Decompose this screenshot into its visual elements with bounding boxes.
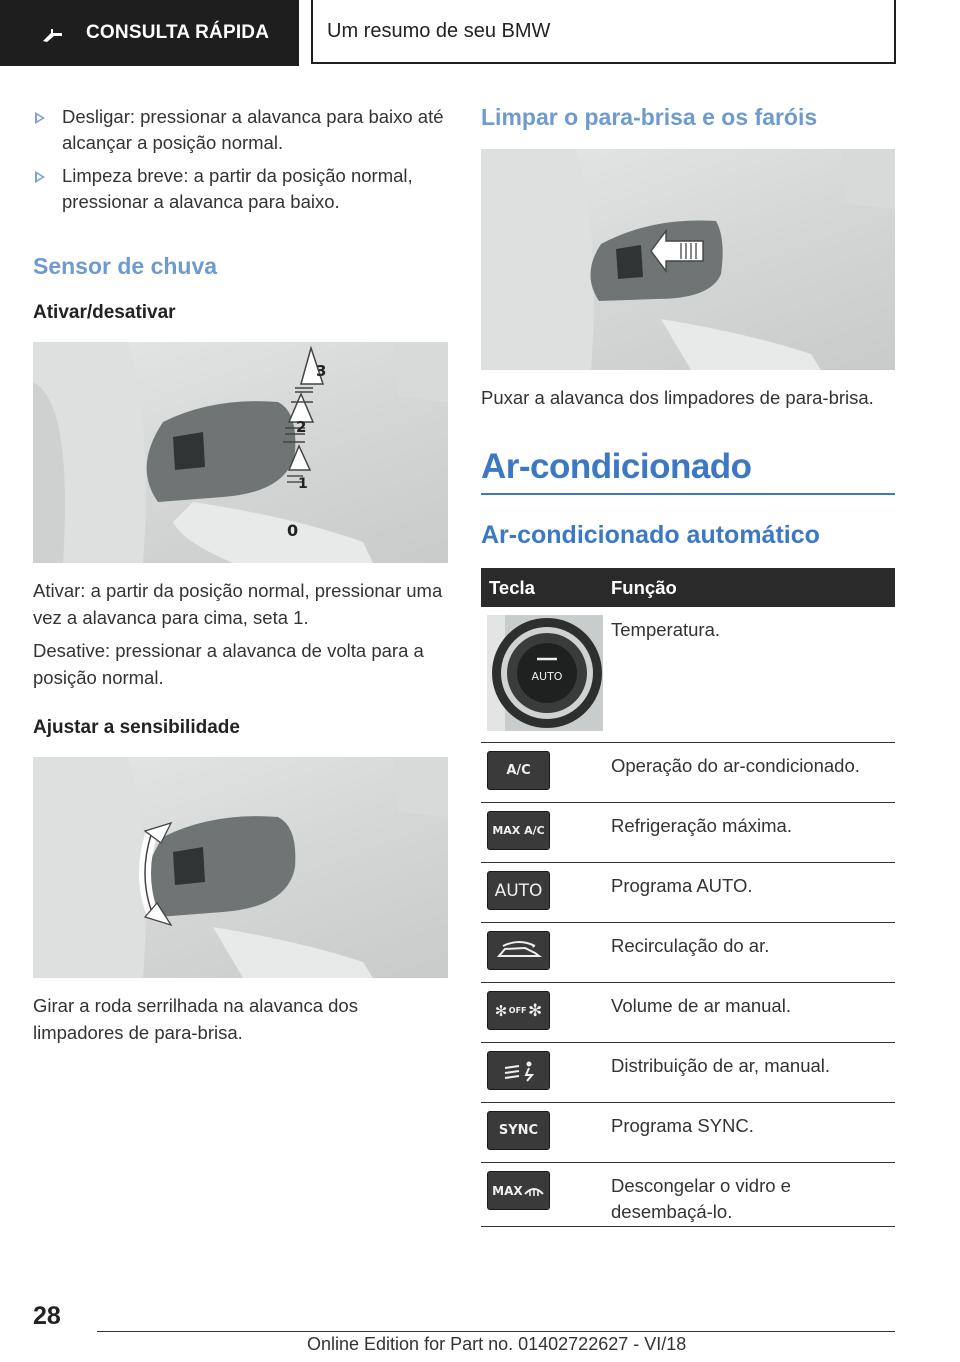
hand-pointer-icon xyxy=(42,27,64,43)
table-row xyxy=(481,803,895,863)
table-row xyxy=(481,923,895,983)
table-row xyxy=(481,743,895,803)
right-column xyxy=(481,100,895,1227)
off-label: OFF xyxy=(508,1006,527,1015)
key-cell xyxy=(481,607,611,742)
fan-icon: ✻ xyxy=(527,1000,543,1021)
function-cell: Programa AUTO. xyxy=(611,875,753,896)
deactivate-text: Desative: pressionar a alavanca de volta para a posição normal. xyxy=(33,640,424,688)
table-row xyxy=(481,863,895,923)
auto-button[interactable]: AUTO xyxy=(487,871,550,910)
footer-rule xyxy=(97,1331,895,1332)
windshield-defrost-icon xyxy=(523,1182,545,1200)
ac-button[interactable]: A/C xyxy=(487,751,550,790)
function-cell: Descongelar o vidro e desembaçá-lo. xyxy=(611,1175,791,1222)
recirculation-button[interactable] xyxy=(487,931,550,970)
figure-label: 3 xyxy=(316,362,327,380)
list-item xyxy=(33,163,448,215)
air-distribution-icon xyxy=(499,1059,539,1083)
fan-icon: ✻ xyxy=(494,1001,508,1020)
table-row xyxy=(481,607,895,743)
ac-controls-table xyxy=(481,568,895,1227)
header-title: Um resumo de seu BMW xyxy=(311,0,896,64)
recirculation-car-icon xyxy=(495,940,543,962)
function-cell: Distribuição de ar, manual. xyxy=(611,1055,831,1076)
max-ac-button[interactable]: MAX A/C xyxy=(487,811,550,850)
triangle-bullet-icon xyxy=(35,171,45,183)
function-cell: Operação do ar-condicionado. xyxy=(611,755,860,776)
figure-label: 2 xyxy=(296,418,307,436)
col-header-function: Função xyxy=(611,576,677,598)
section-label: CONSULTA RÁPIDA xyxy=(86,22,270,43)
wiper-lever-figure xyxy=(33,342,448,563)
knob-label: AUTO xyxy=(531,670,563,683)
sensitivity-text: Girar a roda serrilhada na alavanca dos limpadores de para-brisa. xyxy=(33,995,358,1043)
function-cell: Temperatura. xyxy=(611,619,720,640)
triangle-bullet-icon xyxy=(35,112,45,124)
table-header xyxy=(481,568,895,607)
function-cell: Programa SYNC. xyxy=(611,1115,754,1136)
col-header-key: Tecla xyxy=(489,576,535,598)
footer-edition: Online Edition for Part no. 01402722627 - VI/18 xyxy=(307,1334,687,1354)
bullet-text: Limpeza breve: a partir da posição normal, pressionar a alavanca para baixo. xyxy=(62,165,413,212)
function-cell: Recirculação do ar. xyxy=(611,935,770,956)
sensitivity-heading: Ajustar a sensibilidade xyxy=(33,717,240,738)
table-row xyxy=(481,1103,895,1163)
bullet-text: Desligar: pressionar a alavanca para baixo até alcançar a posição normal. xyxy=(62,106,444,153)
table-row xyxy=(481,1163,895,1227)
max-defrost-button[interactable] xyxy=(487,1171,550,1210)
figure-label: 1 xyxy=(298,476,308,492)
activate-text: Ativar: a partir da posição normal, pressionar uma vez a alavanca para cima, seta 1. xyxy=(33,580,443,628)
max-label: MAX xyxy=(492,1183,523,1198)
figure-label: 0 xyxy=(287,521,299,540)
heading-rule xyxy=(481,493,895,495)
temperature-knob-icon xyxy=(487,615,603,731)
clean-heading: Limpar o para-brisa e os faróis xyxy=(481,104,818,130)
list-item xyxy=(33,104,448,156)
air-distribution-button[interactable] xyxy=(487,1051,550,1090)
page-header xyxy=(0,0,960,66)
function-cell: Volume de ar manual. xyxy=(611,995,791,1016)
left-column xyxy=(33,100,448,1046)
air-volume-button[interactable] xyxy=(487,991,550,1030)
clean-caption: Puxar a alavanca dos limpadores de para-brisa. xyxy=(481,387,874,408)
page-number: 28 xyxy=(33,1302,61,1330)
rain-sensor-heading: Sensor de chuva xyxy=(33,253,218,279)
knurled-wheel-figure xyxy=(33,757,448,978)
sync-button[interactable]: SYNC xyxy=(487,1111,550,1150)
wiper-pull-figure xyxy=(481,149,895,370)
table-row xyxy=(481,983,895,1043)
function-cell: Refrigeração máxima. xyxy=(611,815,792,836)
table-row xyxy=(481,1043,895,1103)
section-tab[interactable] xyxy=(0,0,299,66)
toggle-heading: Ativar/desativar xyxy=(33,302,176,323)
auto-ac-heading: Ar-condicionado automático xyxy=(481,521,820,549)
ac-heading: Ar-condicionado xyxy=(481,447,752,486)
